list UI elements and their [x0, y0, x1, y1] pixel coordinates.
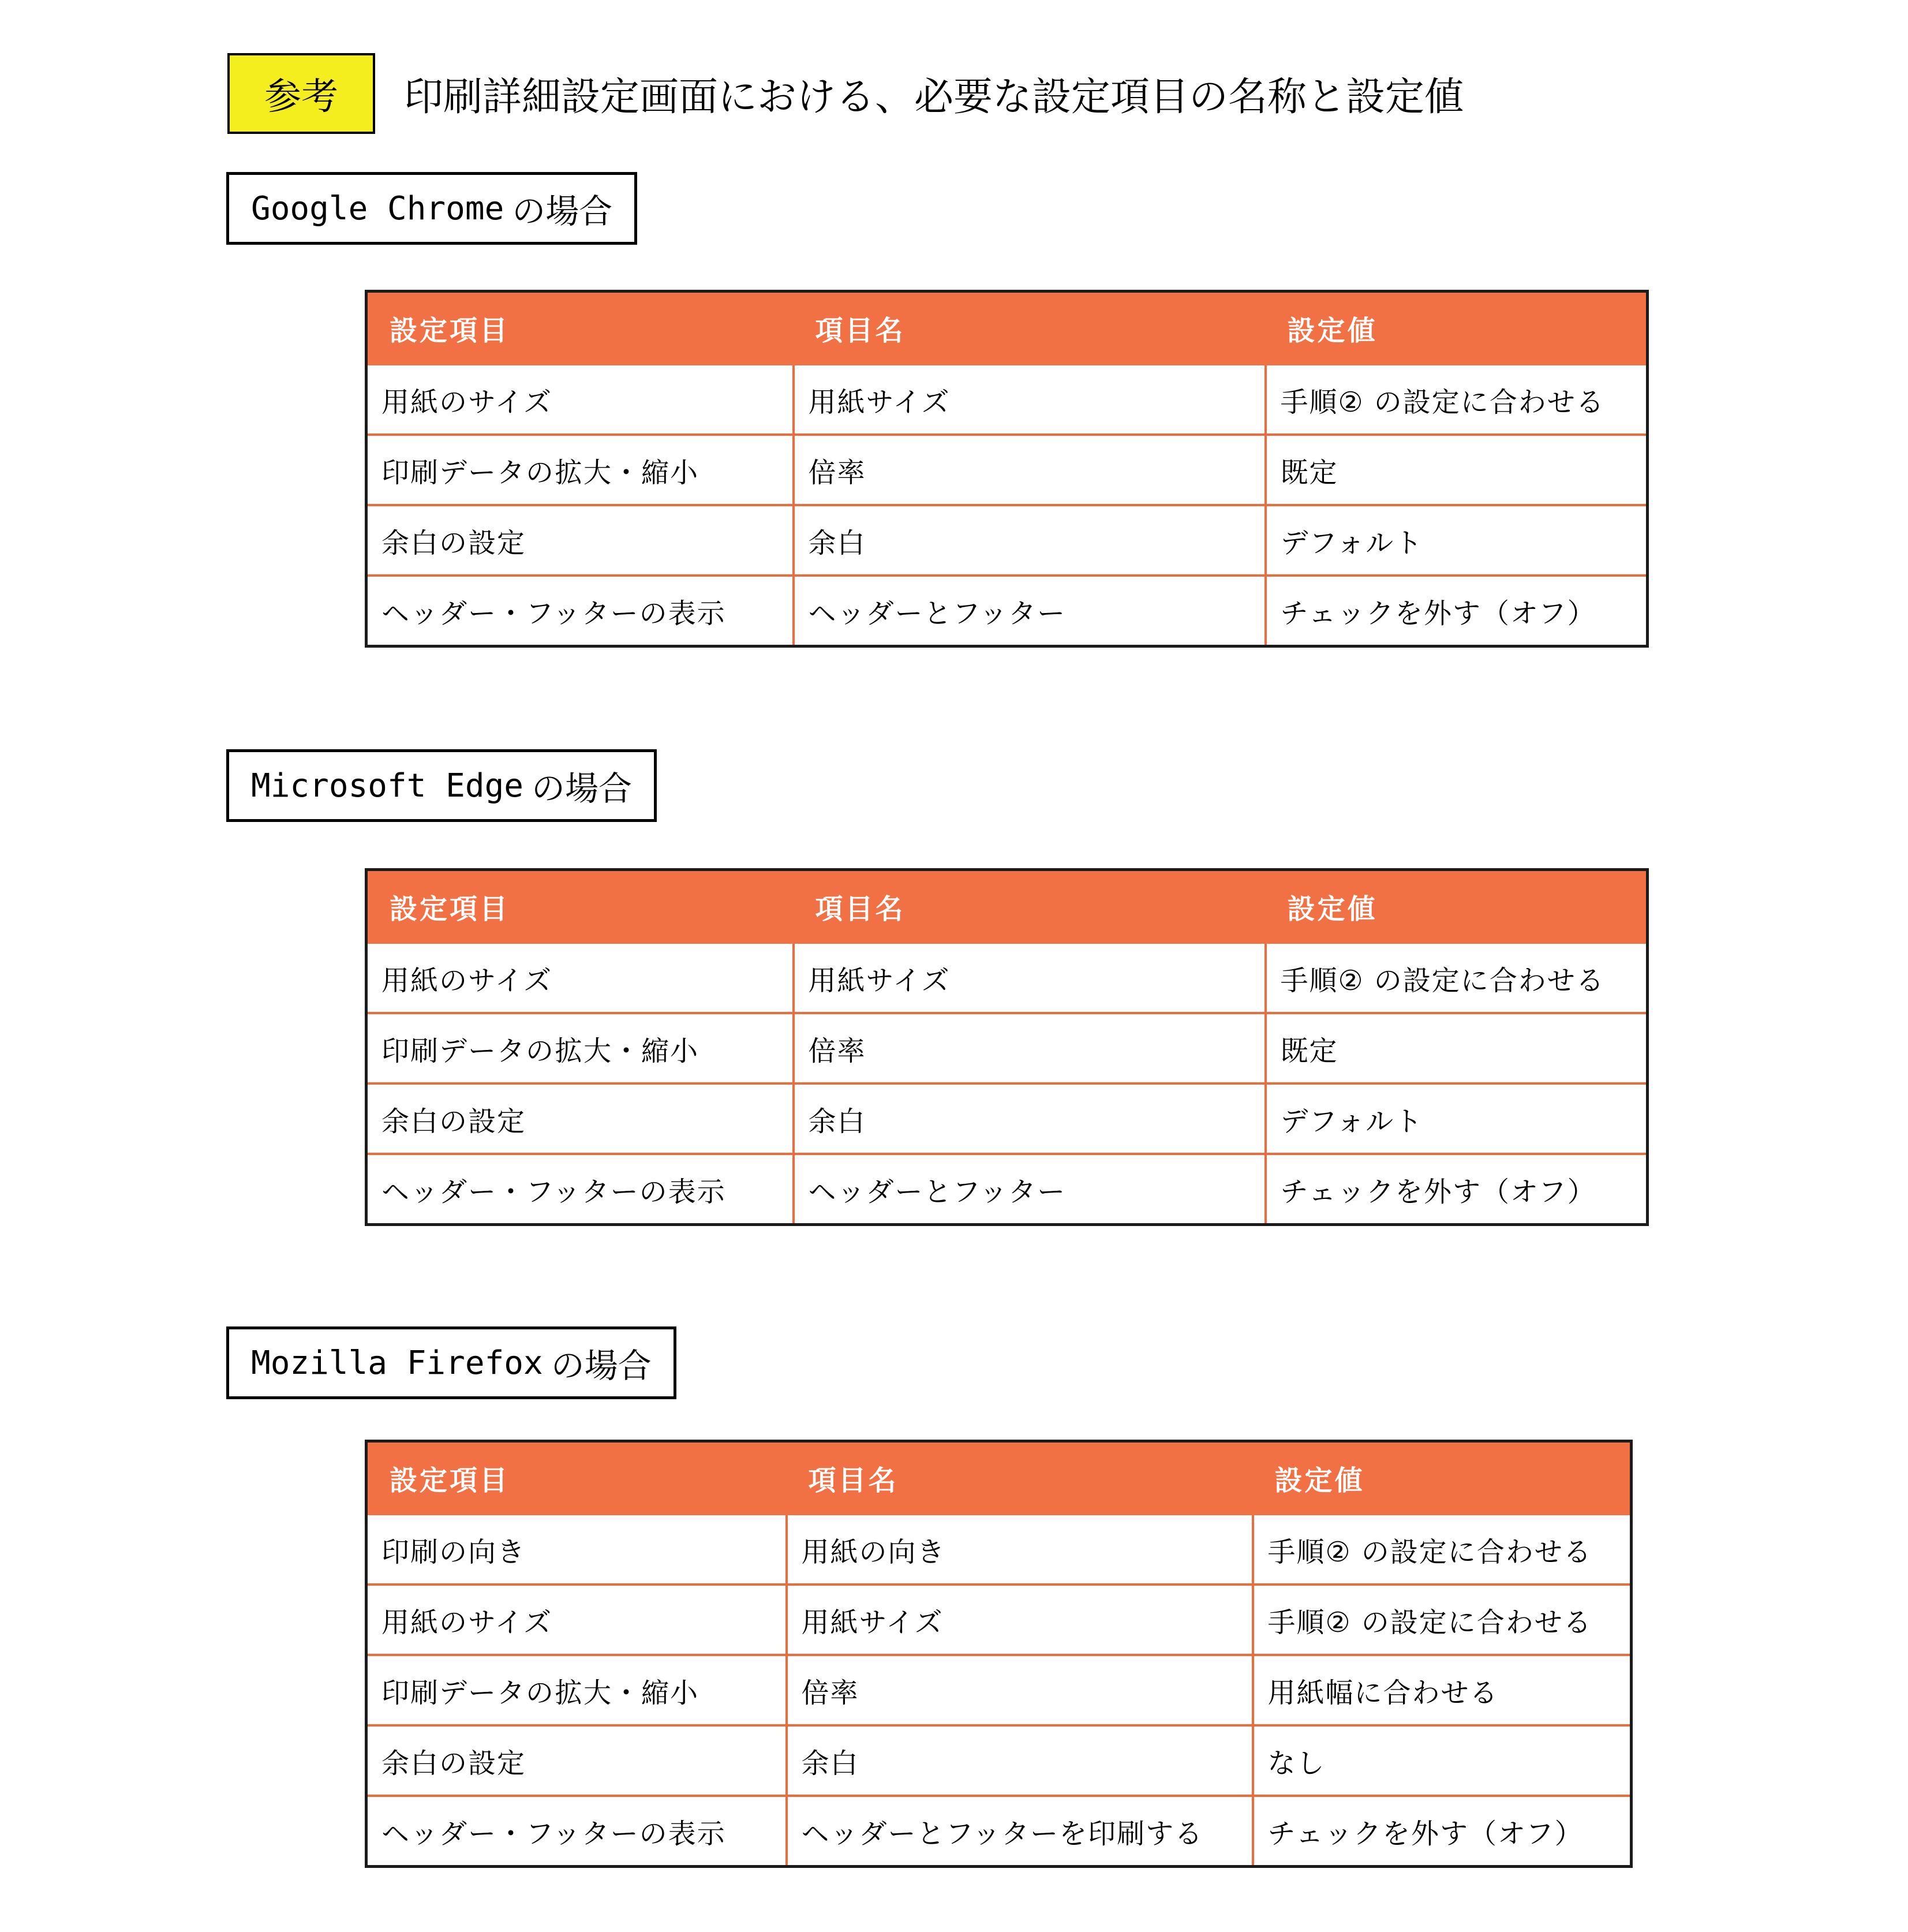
reference-badge [227, 53, 375, 134]
table-cell: 倍率 [794, 1013, 1266, 1083]
table-cell: デフォルト [1266, 1083, 1648, 1154]
table-row [366, 576, 1648, 647]
table-cell: 用紙サイズ [794, 943, 1266, 1013]
table-cell: 手順② の設定に合わせる [1253, 1514, 1632, 1585]
reference-badge-label: 参考 [264, 76, 338, 118]
column-header: 設定項目 [366, 292, 794, 365]
table-cell: ヘッダーとフッター [794, 576, 1266, 647]
page-title: 印刷詳細設定画面における、必要な設定項目の名称と設定値 [404, 74, 1464, 120]
table-cell: 用紙のサイズ [366, 364, 794, 435]
table-row [366, 364, 1648, 435]
table-cell: 余白の設定 [366, 505, 794, 576]
section-label-edge [226, 749, 657, 822]
table-cell: 手順② の設定に合わせる [1266, 943, 1648, 1013]
column-header: 項目名 [794, 292, 1266, 365]
table-cell: ヘッダーとフッターを印刷する [787, 1796, 1253, 1867]
table-row [366, 1796, 1632, 1867]
table-cell: 余白 [794, 505, 1266, 576]
table-cell: 用紙のサイズ [366, 1585, 787, 1655]
column-header: 項目名 [794, 870, 1266, 943]
table-cell: チェックを外す（オフ） [1253, 1796, 1632, 1867]
table-cell: 手順② の設定に合わせる [1266, 364, 1648, 435]
column-header: 設定項目 [366, 1441, 787, 1515]
column-header: 設定値 [1266, 292, 1648, 365]
settings-table-firefox [365, 1440, 1633, 1868]
table-row [366, 1655, 1632, 1725]
table-row [366, 1154, 1648, 1225]
column-header: 設定値 [1266, 870, 1648, 943]
table-cell: ヘッダーとフッター [794, 1154, 1266, 1225]
table-cell: 既定 [1266, 435, 1648, 505]
table-row [366, 1013, 1648, 1083]
table-cell: 用紙の向き [787, 1514, 1253, 1585]
table-row [366, 1514, 1632, 1585]
table-cell: 倍率 [794, 435, 1266, 505]
table-cell: 用紙のサイズ [366, 943, 794, 1013]
table-cell: 倍率 [787, 1655, 1253, 1725]
table-cell: 印刷データの拡大・縮小 [366, 1655, 787, 1725]
table-row [366, 1083, 1648, 1154]
table-header-row [366, 292, 1648, 365]
table-cell: チェックを外す（オフ） [1266, 1154, 1648, 1225]
browser-name: Google Chrome [251, 189, 504, 227]
table-cell: 用紙サイズ [787, 1585, 1253, 1655]
table-cell: ヘッダー・フッターの表示 [366, 1154, 794, 1225]
table-cell: なし [1253, 1725, 1632, 1796]
settings-table-edge [365, 868, 1649, 1226]
column-header: 設定項目 [366, 870, 794, 943]
table-cell: 手順② の設定に合わせる [1253, 1585, 1632, 1655]
section-suffix: の場合 [532, 769, 633, 808]
table-cell: 用紙サイズ [794, 364, 1266, 435]
table-cell: 余白の設定 [366, 1083, 794, 1154]
table-cell: チェックを外す（オフ） [1266, 576, 1648, 647]
table-cell: デフォルト [1266, 505, 1648, 576]
table-cell: 余白の設定 [366, 1725, 787, 1796]
section-suffix: の場合 [512, 192, 613, 231]
table-cell: 既定 [1266, 1013, 1648, 1083]
browser-name: Microsoft Edge [251, 767, 524, 805]
table-row [366, 1725, 1632, 1796]
settings-table-chrome [365, 290, 1649, 648]
section-suffix: の場合 [551, 1346, 652, 1385]
table-cell: ヘッダー・フッターの表示 [366, 576, 794, 647]
table-cell: 用紙幅に合わせる [1253, 1655, 1632, 1725]
table-row [366, 505, 1648, 576]
section-label-chrome [226, 172, 637, 245]
table-cell: 印刷データの拡大・縮小 [366, 1013, 794, 1083]
table-row [366, 435, 1648, 505]
table-cell: 余白 [794, 1083, 1266, 1154]
column-header: 項目名 [787, 1441, 1253, 1515]
table-row [366, 1585, 1632, 1655]
column-header: 設定値 [1253, 1441, 1632, 1515]
table-cell: 余白 [787, 1725, 1253, 1796]
table-header-row [366, 870, 1648, 943]
table-cell: 印刷の向き [366, 1514, 787, 1585]
table-header-row [366, 1441, 1632, 1515]
section-label-firefox [226, 1326, 676, 1399]
browser-name: Mozilla Firefox [251, 1344, 543, 1382]
table-cell: 印刷データの拡大・縮小 [366, 435, 794, 505]
table-cell: ヘッダー・フッターの表示 [366, 1796, 787, 1867]
table-row [366, 943, 1648, 1013]
